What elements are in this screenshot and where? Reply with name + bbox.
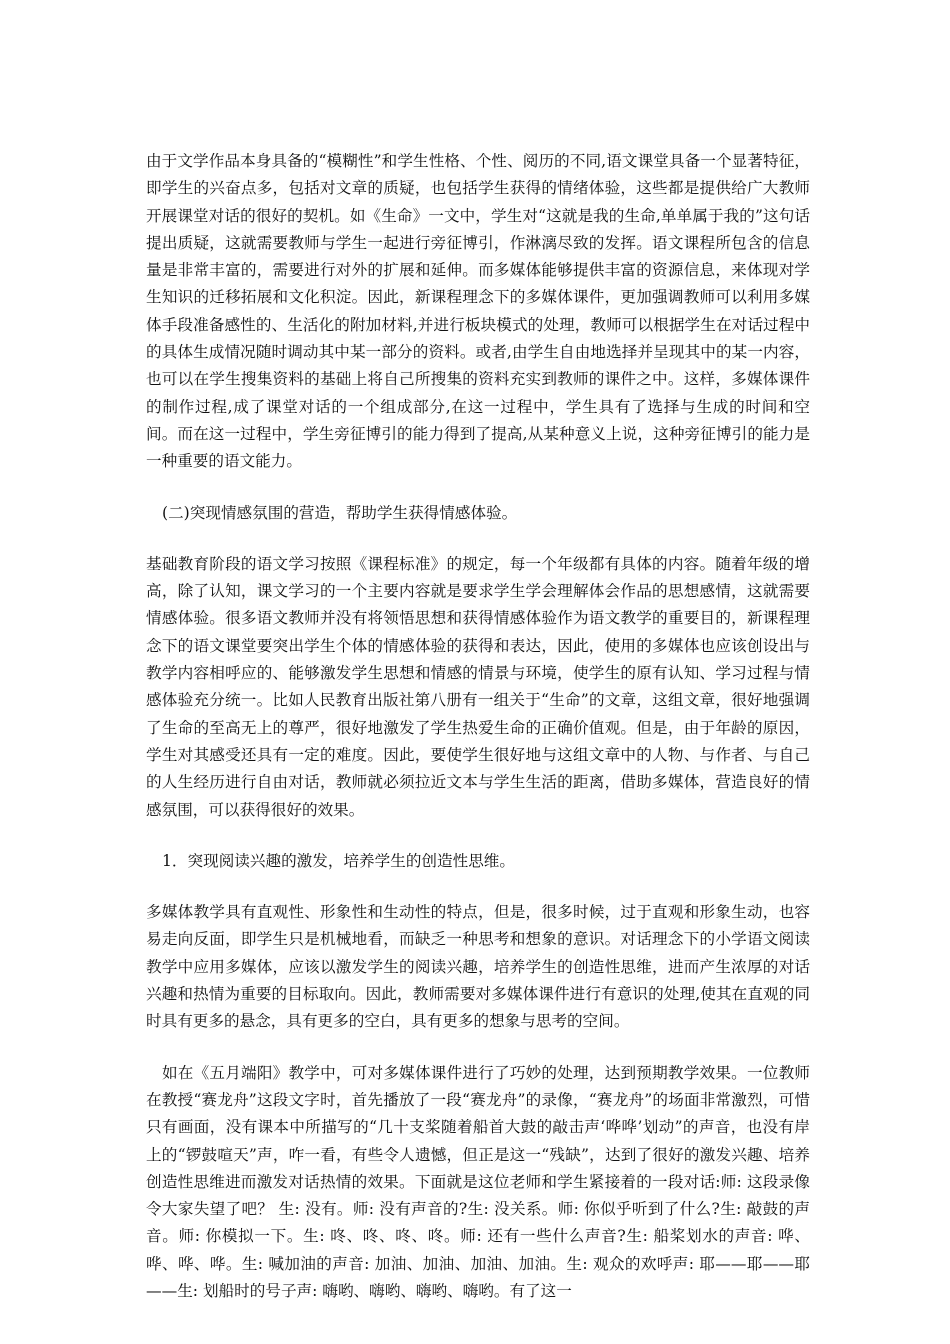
paragraph-gap	[146, 824, 810, 848]
paragraph-gap	[146, 476, 810, 500]
paragraph-emotional-experience: 基础教育阶段的语文学习按照《课程标准》的规定，每一个年级都有具体的内容。随着年级的增高，除了认知，课文学习的一个主要内容就是要求学生学会理解体会作品的思想感情，这就需要情感体验。很多语文教师并没有将领悟思想和获得情感体验作为语文教学的重要目的，新课程理念下的语文课堂要突出学生个体的情感体验的获得和表达，因此，使用的多媒体也应该创设出与教学内容相呼应的、能够激发学生思想和情感的情景与环境，使学生的原有认知、学习过程与情感体验充分统一。比如人民教育出版社第八册有一组关于“生命”的文章，这组文章，很好地强调了生命的至高无上的尊严，很好地激发了学生热爱生命的正确价值观。但是，由于年龄的原因，学生对其感受还具有一定的难度。因此，要使学生很好地与这组文章中的人物、与作者、与自己的人生经历进行自由对话，教师就必须拉近文本与学生生活的距离，借助多媒体，营造良好的情感氛围，可以获得很好的效果。	[146, 554, 810, 819]
document-body	[146, 148, 810, 1305]
paragraph-gap	[146, 1036, 810, 1060]
paragraph-gap	[146, 527, 810, 551]
paragraph-dragon-boat-example: 如在《五月端阳》教学中，可对多媒体课件进行了巧妙的处理，达到预期教学效果。一位教师在教授“赛龙舟”这段文字时，首先播放了一段“赛龙舟”的录像，“赛龙舟”的场面非常激烈，可惜只有画面，没有课本中所描写的“几十支桨随着船首大鼓的敲击声‘哗哗’划动”的声音，也没有岸上的“锣鼓喧天”声，咋一看，有些令人遗憾，但正是这一“残缺”，达到了很好的激发兴趣、培养创造性思维进而激发对话热情的效果。下面就是这位老师和学生紧接着的一段对话:师: 这段录像令大家失望了吧？ 生: 没有。师: 没有声音的?生: 没关系。师: 你似乎听到了什么?生: 敲鼓的声音。师: 你模拟一下。生: 咚、咚、咚、咚。师: 还有一些什么声音?生: 船桨划水的声音: 哗、哗、哗、哗。生: 喊加油的声音: 加油、加油、加油、加油。生: 观众的欢呼声: 耶——耶——耶——生: 划船时的号子声: 嗨哟、嗨哟、嗨哟、嗨哟。有了这一	[146, 1063, 810, 1300]
paragraph-dialogue-resources: 由于文学作品本身具备的“模糊性”和学生性格、个性、阅历的不同,语文课堂具备一个显著特征，即学生的兴奋点多，包括对文章的质疑，也包括学生获得的情绪体验，这些都是提供给广大教师开展课堂对话的很好的契机。如《生命》一文中，学生对“这就是我的生命,单单属于我的”这句话提出质疑，这就需要教师与学生一起进行旁征博引，作淋漓尽致的发挥。语文课程所包含的信息量是非常丰富的，需要进行对外的扩展和延伸。而多媒体能够提供丰富的资源信息，来体现对学生知识的迁移拓展和文化积淀。因此，新课程理念下的多媒体课件，更加强调教师可以利用多媒体手段准备感性的、生活化的附加材料,并进行板块模式的处理，教师可以根据学生在对话过程中的具体生成情况随时调动其中某一部分的资料。或者,由学生自由地选择并呈现其中的某一内容，也可以在学生搜集资料的基础上将自己所搜集的资料充实到教师的课件之中。这样，多媒体课件的制作过程,成了课堂对话的一个组成部分,在这一过程中，学生具有了选择与生成的时间和空间。而在这一过程中，学生旁征博引的能力得到了提高,从某种意义上说，这种旁征博引的能力是一种重要的语文能力。	[146, 152, 810, 471]
paragraph-gap	[146, 875, 810, 899]
section-heading-emotion: (二)突现情感氛围的营造，帮助学生获得情感体验。	[162, 503, 518, 522]
section-heading-reading-interest: 1．突现阅读兴趣的激发，培养学生的创造性思维。	[162, 851, 515, 870]
paragraph-multimedia-features: 多媒体教学具有直观性、形象性和生动性的特点，但是，很多时候，过于直观和形象生动，也容易走向反面，即学生只是机械地看，而缺乏一种思考和想象的意识。对话理念下的小学语文阅读教学中应用多媒体，应该以激发学生的阅读兴趣，培养学生的创造性思维，进而产生浓厚的对话兴趣和热情为重要的目标取向。因此，教师需要对多媒体课件进行有意识的处理,使其在直观的同时具有更多的悬念，具有更多的空白，具有更多的想象与思考的空间。	[146, 903, 810, 1031]
